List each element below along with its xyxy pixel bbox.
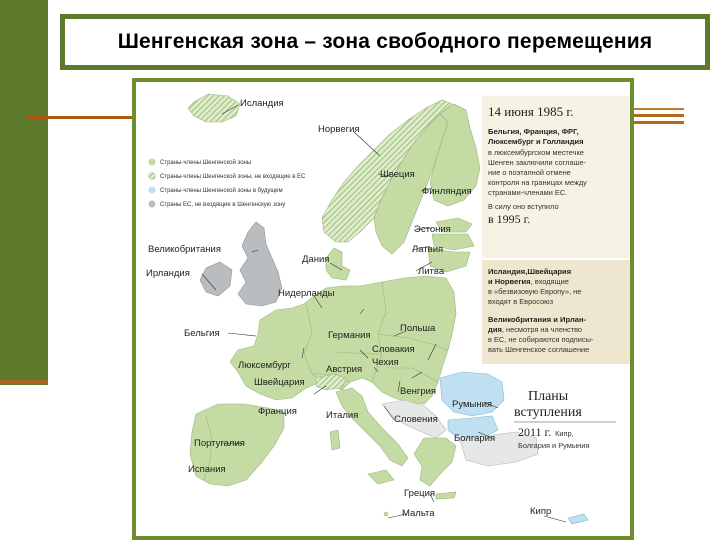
- info-block3-line-4: вать Шенгенское соглашение: [488, 345, 590, 354]
- info-block2-line-2: и Норвегия, входящие: [488, 277, 569, 286]
- label-switzerland: Швейцария: [254, 377, 305, 388]
- legend-grey-text: Страны ЕС, не входящие в Шенгенскую зону: [160, 202, 286, 208]
- label-spain: Испания: [188, 464, 226, 475]
- ireland-shape: [200, 262, 232, 296]
- legend-swatch-grey: [149, 201, 156, 208]
- label-latvia: Латвия: [412, 244, 444, 255]
- label-ireland: Ирландия: [146, 268, 190, 279]
- label-uk: Великобритания: [148, 244, 221, 255]
- plans-title-line-1: Планы: [528, 389, 569, 404]
- legend-swatch-hatched: [149, 173, 156, 180]
- info-block3-line-2: дия, несмотря на членство: [488, 325, 583, 334]
- label-hungary: Венгрия: [400, 386, 437, 397]
- info-block2-line-4: входят в Евросоюз: [488, 297, 554, 306]
- legend-swatch-future: [149, 187, 156, 194]
- label-malta: Мальта: [402, 508, 435, 519]
- greece-shape: [414, 438, 456, 486]
- label-sweden: Швеция: [380, 169, 415, 180]
- right-accent-rule: [630, 114, 684, 117]
- label-iceland: Исландия: [240, 98, 284, 109]
- info-force-year: в 1995 г.: [488, 212, 531, 226]
- info-date: 14 июня 1985 г.: [488, 104, 574, 119]
- slide-title-inner: [64, 18, 706, 66]
- schengen-map: [132, 78, 634, 540]
- right-accent-rule: [630, 121, 684, 124]
- legend-swatch-member: [149, 159, 156, 166]
- label-greece: Греция: [404, 488, 436, 499]
- label-slovenia: Словения: [394, 414, 438, 425]
- legend-future-text: Страны-члены Шенгенской зоны в будущем: [160, 188, 283, 194]
- sardinia-shape: [330, 430, 340, 450]
- info-body-line-3: ние о поэтапной отмене: [488, 168, 571, 177]
- info-body-line-4: контроля на границах между: [488, 178, 587, 187]
- info-founders-line-2: Люксембург и Голландия: [488, 137, 584, 146]
- legend-hatched-text: Страны-члены Шенгенской зоны, не входящие в ЕС: [160, 174, 306, 180]
- malta-shape: [384, 512, 388, 516]
- label-netherlands: Нидерланды: [278, 288, 335, 299]
- label-denmark: Дания: [302, 254, 330, 265]
- left-accent-bar: [0, 0, 48, 385]
- label-belgium: Бельгия: [184, 328, 220, 339]
- info-block3-line-3: в ЕС, не собираются подписы-: [488, 335, 594, 344]
- info-block2-line-1: Исландия,Швейцария: [488, 267, 572, 276]
- sicily-shape: [368, 470, 394, 484]
- legend-member-text: Страны-члены Шенгенской зоны: [160, 160, 252, 166]
- denmark-shape: [326, 248, 350, 280]
- slide-title-box: [60, 14, 710, 70]
- label-finland: Финляндия: [422, 186, 472, 197]
- label-france: Франция: [258, 406, 297, 417]
- info-body-line-1: в люксембургском местечке: [488, 148, 584, 157]
- left-accent-rule: [28, 116, 138, 119]
- label-czech: Чехия: [372, 357, 399, 368]
- right-accent-rule: [630, 108, 684, 110]
- info-block2-line-3: в «безвизовую Европу», не: [488, 287, 582, 296]
- label-poland: Польша: [400, 323, 436, 334]
- plans-title-line-2: вступления: [514, 405, 582, 420]
- plans-line-2: Болгария и Румыния: [518, 441, 590, 450]
- left-accent-bar-underline: [0, 380, 48, 384]
- info-body-line-5: странами-членами ЕС.: [488, 188, 568, 197]
- info-panel-bg: [482, 96, 630, 258]
- info-block3-line-1: Великобритания и Ирлан-: [488, 315, 587, 324]
- info-founders-line-1: Бельгия, Франция, ФРГ,: [488, 127, 579, 136]
- map-canvas: [136, 82, 630, 540]
- label-lithuania: Литва: [418, 266, 445, 277]
- label-germany: Германия: [328, 330, 371, 341]
- label-estonia: Эстония: [414, 224, 451, 235]
- italy-shape: [336, 388, 408, 466]
- uk-shape: [238, 222, 282, 306]
- label-cyprus: Кипр: [530, 506, 552, 517]
- plans-line-1: 2011 г. Кипр,: [518, 425, 574, 439]
- label-slovakia: Словакия: [372, 344, 415, 355]
- slide-title: Шенгенская зона – зона свободного перемещения: [117, 30, 653, 53]
- label-luxembourg: Люксембург: [238, 360, 291, 371]
- label-romania: Румыния: [452, 399, 493, 410]
- label-bulgaria: Болгария: [454, 433, 496, 444]
- label-italy: Италия: [326, 410, 359, 421]
- label-portugal: Португалия: [194, 438, 245, 449]
- label-norway: Норвегия: [318, 124, 360, 135]
- info-force-line: В силу оно вступило: [488, 202, 559, 211]
- cyprus-shape: [568, 514, 588, 524]
- info-body-line-2: Шенген заключили соглаше-: [488, 158, 587, 167]
- crete-shape: [436, 492, 456, 499]
- label-austria: Австрия: [326, 364, 363, 375]
